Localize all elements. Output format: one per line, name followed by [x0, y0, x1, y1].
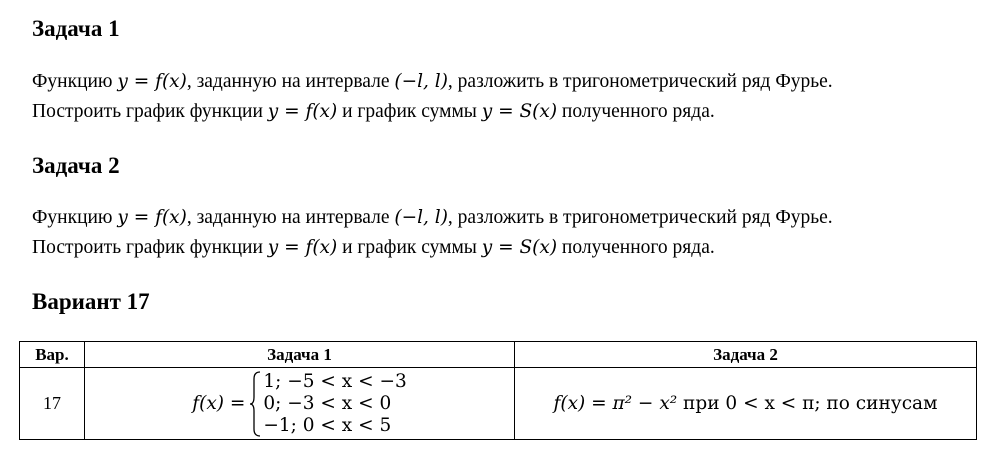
- task1-heading: Задача 1: [32, 16, 120, 41]
- text-fragment: и график суммы: [337, 101, 482, 122]
- text-fragment: и график суммы: [337, 237, 482, 258]
- text-fragment: Функцию: [32, 207, 118, 228]
- case-line: 1; −5 < x < −3: [263, 370, 407, 392]
- case-line: 0; −3 < x < 0: [263, 392, 392, 414]
- math-fragment: y = S(x): [481, 101, 558, 122]
- task2-condition: при 0 < x < π; по синусам: [677, 393, 938, 414]
- math-fragment: (−l, l): [394, 207, 448, 228]
- task2-heading: Задача 2: [32, 153, 120, 178]
- math-fragment: y = S(x): [481, 237, 558, 258]
- text-fragment: , разложить в тригонометрический ряд Фурье.: [447, 71, 833, 92]
- text-fragment: , разложить в тригонометрический ряд Фурье.: [447, 207, 833, 228]
- math-fragment: (−l, l): [394, 71, 448, 92]
- task2-formula: f(x) = π² − x²: [553, 393, 678, 414]
- task1-formula-cell: [85, 368, 515, 440]
- math-fragment: y = f(x): [267, 237, 338, 258]
- task2-line-2: [32, 233, 833, 263]
- piecewise-function: [192, 371, 407, 437]
- table-row: [20, 368, 977, 440]
- math-fragment: y = f(x): [117, 71, 187, 92]
- text-fragment: полученного ряда.: [557, 237, 715, 258]
- task1-line-2: [32, 97, 833, 127]
- header-task1: Задача 1: [85, 342, 515, 368]
- variants-table: [19, 341, 977, 440]
- text-fragment: Построить график функции: [32, 237, 268, 258]
- math-fragment: y = f(x): [117, 207, 187, 228]
- case-line: −1; 0 < x < 5: [263, 414, 392, 436]
- math-fragment: y = f(x): [267, 101, 338, 122]
- variant-heading: Вариант 17: [32, 289, 150, 314]
- table-header-row: [20, 342, 977, 368]
- task2-formula-cell: [515, 368, 977, 440]
- header-variant: Вар.: [20, 342, 85, 368]
- text-fragment: полученного ряда.: [557, 101, 715, 122]
- text-fragment: Построить график функции: [32, 101, 268, 122]
- task2-statement: [32, 203, 833, 263]
- left-brace-icon: [249, 371, 261, 437]
- piecewise-lhs: f(x) =: [192, 393, 246, 414]
- header-task2: Задача 2: [515, 342, 977, 368]
- task1-statement: [32, 67, 833, 127]
- task1-line-1: [32, 67, 833, 97]
- piecewise-cases: [263, 371, 406, 437]
- text-fragment: , заданную на интервале: [186, 207, 395, 228]
- task2-line-1: [32, 203, 833, 233]
- text-fragment: Функцию: [32, 71, 118, 92]
- variant-number: 17: [20, 368, 85, 440]
- text-fragment: , заданную на интервале: [186, 71, 395, 92]
